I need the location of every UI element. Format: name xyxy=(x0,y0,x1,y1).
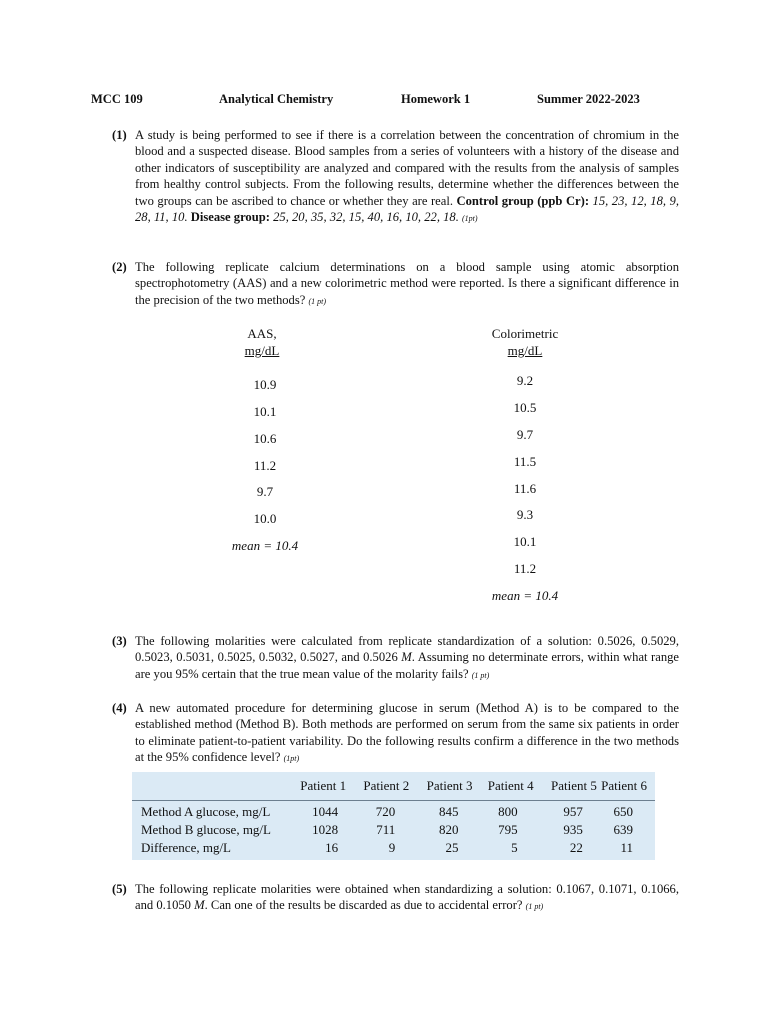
glucose-table xyxy=(132,772,655,860)
question-number: (5) xyxy=(112,882,127,896)
question-3 xyxy=(113,633,679,684)
row-label: Difference, mg/L xyxy=(141,840,231,855)
table-cell: 711 xyxy=(376,822,396,837)
disease-group-label: Disease group: xyxy=(190,210,270,225)
colorimetric-value: 11.2 xyxy=(513,561,537,576)
table-header-blank xyxy=(132,772,283,801)
question-text: The following replicate molarities were obtained when standardizing a solution: 0.1067, 0.1071, 0.1066, and 0.1050 xyxy=(135,882,679,913)
table-cell: 9 xyxy=(388,840,396,855)
colorimetric-header-line1: Colorimetric xyxy=(491,326,559,341)
table-header: Patient 3 xyxy=(409,772,472,801)
row-label: Method B glucose, mg/L xyxy=(141,822,271,837)
colorimetric-value: 9.2 xyxy=(516,373,534,388)
table-cell: 800 xyxy=(498,804,518,819)
colorimetric-column-header xyxy=(480,325,570,359)
question-5 xyxy=(113,881,679,916)
points: (1pt) xyxy=(462,214,478,224)
table-cell: 1028 xyxy=(312,822,339,837)
row-label: Method A glucose, mg/L xyxy=(141,804,271,819)
table-cell: 820 xyxy=(438,822,459,837)
question-text: A new automated procedure for determining glucose in serum (Method A) is to be compared to the established method (Method B). Both methods are performed on serum from the same six patients in order to eliminate patient-to-patient variability. Do the following results confirm a difference in the two methods at the 95% confidence level? xyxy=(135,701,679,765)
term: Summer 2022-2023 xyxy=(537,92,640,106)
colorimetric-header-unit: mg/dL xyxy=(507,343,543,358)
question-text-cont: . Can one of the results be discarded as due to accidental error? xyxy=(204,898,523,913)
table-cell: 845 xyxy=(438,804,459,819)
question-1 xyxy=(113,127,679,227)
colorimetric-value: 9.7 xyxy=(516,427,534,442)
table-cell: 650 xyxy=(613,804,633,819)
aas-value: 10.9 xyxy=(253,377,277,392)
table-row xyxy=(132,821,655,839)
colorimetric-value: 9.3 xyxy=(516,507,534,522)
question-text-cont: . Assuming no determinate errors, within what range are you 95% certain that the true mean value of the molarity fails? xyxy=(135,650,679,681)
table-cell: 5 xyxy=(511,840,518,855)
table-row xyxy=(132,839,655,857)
table-header: Patient 2 xyxy=(346,772,409,801)
colorimetric-value: 10.5 xyxy=(513,400,537,415)
question-number: (2) xyxy=(112,260,127,274)
table-cell: 1044 xyxy=(312,804,339,819)
unit-molarity: M xyxy=(401,650,412,665)
question-text: The following replicate calcium determinations on a blood sample using atomic absorption spectrophotometry (AAS) and a new colorimetric method were reported. Is there a significant difference in the precision of the two methods? xyxy=(135,260,679,307)
colorimetric-value: 11.6 xyxy=(513,481,537,496)
colorimetric-value: 11.5 xyxy=(513,454,537,469)
table-cell: 795 xyxy=(498,822,518,837)
control-group-values: 15, 23, 12, 18, 9, 28, 11, 10. xyxy=(135,193,679,225)
table-header: Patient 6 xyxy=(597,772,655,801)
points: (1 pt) xyxy=(525,902,544,912)
assignment-title: Homework 1 xyxy=(401,92,471,106)
colorimetric-mean: mean = 10.4 xyxy=(491,588,559,603)
question-number: (3) xyxy=(112,634,127,648)
table-header-row xyxy=(132,772,655,801)
course-subject: Analytical Chemistry xyxy=(219,92,334,106)
question-4 xyxy=(113,700,679,768)
aas-mean: mean = 10.4 xyxy=(231,538,299,553)
aas-header-line1: AAS, xyxy=(247,326,277,341)
table-cell: 720 xyxy=(375,804,396,819)
table-cell: 935 xyxy=(563,822,583,837)
question-text: The following molarities were calculated from replicate standardization of a solution: 0.5026, 0.5029, 0.5023, 0.5031, 0.5025, 0.5032, 0.5027, and 0.5026 xyxy=(135,634,679,665)
aas-value: 11.2 xyxy=(253,458,277,473)
table-cell: 16 xyxy=(325,840,339,855)
aas-value: 10.1 xyxy=(253,404,277,419)
disease-group-values: 25, 20, 35, 32, 15, 40, 16, 10, 22, 18. xyxy=(273,210,459,225)
table-header: Patient 5 xyxy=(534,772,597,801)
aas-value: 10.6 xyxy=(253,431,277,446)
unit-molarity: M xyxy=(194,898,205,913)
question-number: (4) xyxy=(112,701,127,715)
question-number: (1) xyxy=(112,128,127,142)
colorimetric-value: 10.1 xyxy=(513,534,537,549)
aas-value: 10.0 xyxy=(253,511,277,526)
points: (1 pt) xyxy=(471,670,490,680)
table-row xyxy=(132,801,655,822)
aas-value: 9.7 xyxy=(256,484,274,499)
question-2 xyxy=(113,259,679,310)
table-header: Patient 1 xyxy=(283,772,346,801)
points: (1 pt) xyxy=(308,296,327,306)
table-cell: 25 xyxy=(445,840,459,855)
question-text: A study is being performed to see if there is a correlation between the concentration of chromium in the blood and a suspected disease. Blood samples from a series of volunteers with a history of the disease and other indicators of susceptibility are analyzed and compared with the results from the analysis of samples from healthy control subjects. From the following results, determine whether the differences between the two groups can be ascribed to chance or whether they are real. xyxy=(135,128,679,208)
points: (1pt) xyxy=(283,754,300,764)
control-group-label: Control group (ppb Cr): xyxy=(456,193,590,208)
aas-header-unit: mg/dL xyxy=(244,343,280,358)
table-cell: 11 xyxy=(620,840,633,855)
course-code: MCC 109 xyxy=(91,92,143,106)
table-cell: 22 xyxy=(569,840,583,855)
table-cell: 957 xyxy=(563,804,583,819)
table-header: Patient 4 xyxy=(472,772,533,801)
aas-column-header xyxy=(222,325,302,359)
table-cell: 639 xyxy=(613,822,633,837)
